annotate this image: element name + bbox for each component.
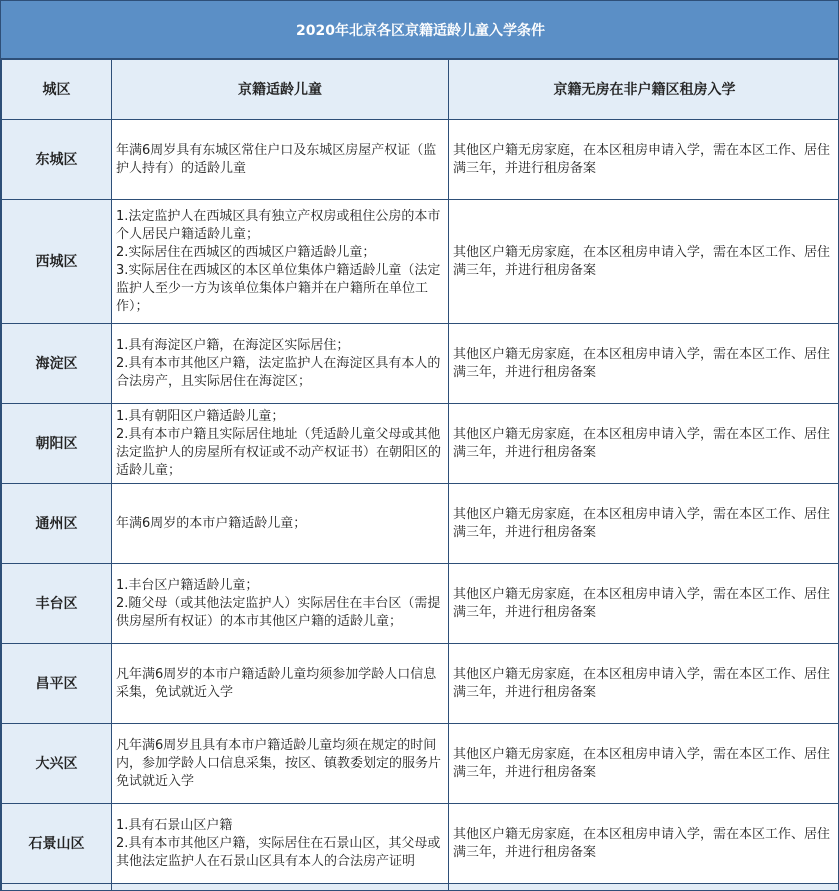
rent-cell: 其他区户籍无房家庭，在本区租房申请入学，需在本区工作、居住满三年，并进行租房备案 [449, 484, 839, 564]
eligibility-cell [112, 120, 449, 200]
rent-cell: 其他区户籍无房家庭，在本区租房申请入学，需在本区工作、居住满三年，并进行租房备案 [449, 120, 839, 200]
eligibility-cell [112, 724, 449, 804]
eligibility-line: 2.随父母（或其他法定监护人）实际居住在丰台区（需提供房屋所有权证）的本市其他区户籍的适龄儿童； [116, 595, 441, 629]
eligibility-cell [112, 564, 449, 644]
district-cell: 石景山区 [2, 804, 112, 884]
rent-cell: 其他区户籍无房家庭，在本区租房申请入学，需在本区工作、居住满三年，并进行租房备案 [449, 564, 839, 644]
eligibility-line: 1.具有朝阳区户籍适龄儿童； [116, 408, 285, 424]
eligibility-line: 1.具有海淀区户籍，在海淀区实际居住； [116, 337, 350, 353]
header-eligible: 京籍适龄儿童 [112, 60, 449, 120]
district-cell: 东城区 [2, 120, 112, 200]
eligibility-line: 1.具有石景山区户籍 [116, 817, 233, 833]
table-row [2, 120, 839, 200]
eligibility-line: 2.实际居住在西城区的西城区户籍适龄儿童； [116, 244, 376, 260]
table-footer-strip [2, 884, 839, 891]
eligibility-cell [112, 200, 449, 324]
district-cell: 大兴区 [2, 724, 112, 804]
admission-table [1, 59, 839, 891]
rent-cell: 其他区户籍无房家庭，在本区租房申请入学，需在本区工作、居住满三年，并进行租房备案 [449, 200, 839, 324]
eligibility-cell [112, 404, 449, 484]
table-row [2, 404, 839, 484]
district-cell: 西城区 [2, 200, 112, 324]
table-row [2, 804, 839, 884]
eligibility-cell [112, 324, 449, 404]
eligibility-line: 3.实际居住在西城区的本区单位集体户籍适龄儿童（法定监护人至少一方为该单位集体户籍并在户籍所在单位工作）； [116, 262, 441, 314]
eligibility-line: 2.具有本市其他区户籍，法定监护人在海淀区具有本人的合法房产，且实际居住在海淀区； [116, 355, 441, 389]
table-row [2, 644, 839, 724]
eligibility-line: 1.丰台区户籍适龄儿童； [116, 577, 259, 593]
district-cell: 朝阳区 [2, 404, 112, 484]
footer-cell [449, 884, 839, 891]
header-row [2, 60, 839, 120]
table-row [2, 484, 839, 564]
table-row [2, 324, 839, 404]
eligibility-cell [112, 644, 449, 724]
table-row [2, 564, 839, 644]
district-cell: 海淀区 [2, 324, 112, 404]
district-cell: 通州区 [2, 484, 112, 564]
footer-cell [112, 884, 449, 891]
eligibility-cell [112, 484, 449, 564]
header-district: 城区 [2, 60, 112, 120]
eligibility-cell [112, 804, 449, 884]
eligibility-line: 2.具有本市户籍且实际居住地址（凭适龄儿童父母或其他法定监护人的房屋所有权证或不动产权证书）在朝阳区的适龄儿童； [116, 426, 442, 478]
eligibility-line: 2.具有本市其他区户籍，实际居住在石景山区，其父母或其他法定监护人在石景山区具有本人的合法房产证明 [116, 835, 441, 869]
table-body [2, 120, 839, 891]
eligibility-line: 1.法定监护人在西城区具有独立产权房或租住公房的本市个人居民户籍适龄儿童； [116, 208, 441, 242]
table-row [2, 724, 839, 804]
rent-cell: 其他区户籍无房家庭，在本区租房申请入学，需在本区工作、居住满三年，并进行租房备案 [449, 404, 839, 484]
district-cell: 昌平区 [2, 644, 112, 724]
rent-cell: 其他区户籍无房家庭，在本区租房申请入学，需在本区工作、居住满三年，并进行租房备案 [449, 644, 839, 724]
eligibility-line: 凡年满6周岁的本市户籍适龄儿童均须参加学龄人口信息采集，免试就近入学 [116, 666, 437, 700]
header-rent: 京籍无房在非户籍区租房入学 [449, 60, 839, 120]
eligibility-line: 凡年满6周岁且具有本市户籍适龄儿童均须在规定的时间内，参加学龄人口信息采集，按区、镇教委划定的服务片免试就近入学 [116, 737, 442, 789]
eligibility-line: 年满6周岁的本市户籍适龄儿童； [116, 515, 307, 531]
page-title: 2020年北京各区京籍适龄儿童入学条件 [1, 1, 839, 59]
footer-cell [2, 884, 112, 891]
rent-cell: 其他区户籍无房家庭，在本区租房申请入学，需在本区工作、居住满三年，并进行租房备案 [449, 724, 839, 804]
table-row [2, 200, 839, 324]
rent-cell: 其他区户籍无房家庭，在本区租房申请入学，需在本区工作、居住满三年，并进行租房备案 [449, 804, 839, 884]
rent-cell: 其他区户籍无房家庭，在本区租房申请入学，需在本区工作、居住满三年，并进行租房备案 [449, 324, 839, 404]
eligibility-line: 年满6周岁具有东城区常住户口及东城区房屋产权证（监护人持有）的适龄儿童 [116, 142, 437, 176]
district-cell: 丰台区 [2, 564, 112, 644]
